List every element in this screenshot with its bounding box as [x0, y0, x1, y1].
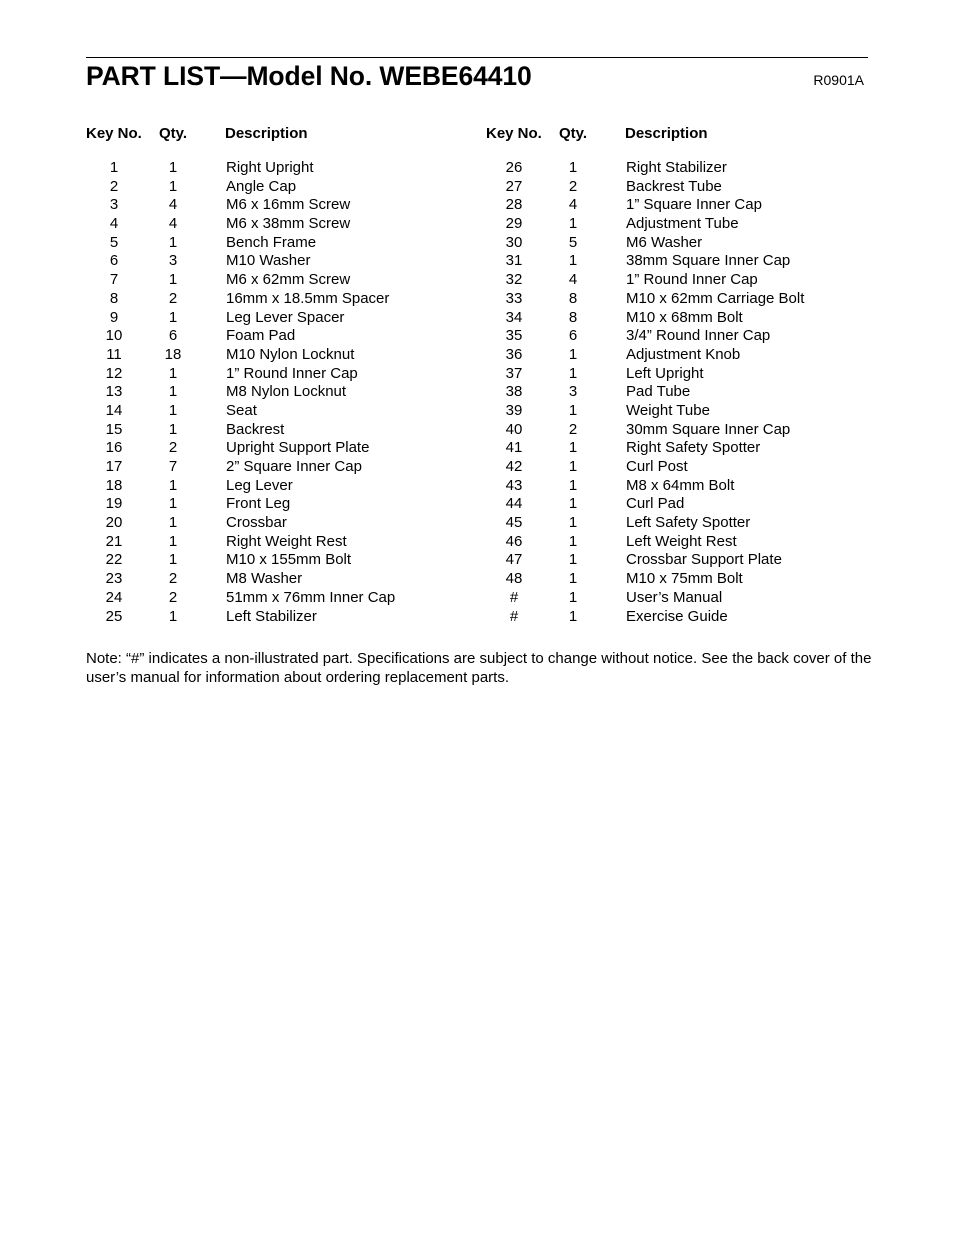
- part-key-no: 5: [109, 233, 119, 251]
- part-qty: 1: [168, 551, 178, 569]
- part-qty: 1: [568, 588, 578, 606]
- part-qty: 3: [568, 383, 578, 401]
- part-key-no: 28: [505, 196, 523, 214]
- part-description: 51mm x 76mm Inner Cap: [226, 588, 396, 606]
- part-key-no: 21: [105, 532, 123, 550]
- part-description: 1” Round Inner Cap: [226, 364, 358, 382]
- part-qty: 1: [168, 420, 178, 438]
- part-key-no: 40: [505, 420, 523, 438]
- part-description: M10 Washer: [226, 252, 311, 270]
- part-description: 1” Square Inner Cap: [626, 196, 762, 214]
- part-qty: 2: [568, 177, 578, 195]
- part-description: Seat: [226, 401, 257, 419]
- part-description: Weight Tube: [626, 401, 710, 419]
- part-description: Left Upright: [626, 364, 704, 382]
- part-qty: 1: [168, 233, 178, 251]
- part-key-no: 20: [105, 514, 123, 532]
- part-description: Crossbar Support Plate: [626, 551, 782, 569]
- part-description: 30mm Square Inner Cap: [626, 420, 791, 438]
- part-qty: 1: [568, 345, 578, 363]
- part-description: User’s Manual: [626, 588, 723, 606]
- part-qty: 1: [168, 514, 178, 532]
- part-qty: 4: [168, 196, 178, 214]
- part-key-no: 46: [505, 532, 523, 550]
- part-description: Curl Post: [626, 458, 688, 475]
- part-description: M10 x 68mm Bolt: [626, 308, 743, 326]
- part-description: Angle Cap: [226, 177, 297, 195]
- part-key-no: 3: [109, 196, 119, 214]
- part-qty: 4: [168, 215, 178, 233]
- part-key-no: 31: [505, 252, 523, 270]
- part-key-no: 14: [105, 401, 123, 419]
- footnote: Note: “#” indicates a non-illustrated part. Specifications are subject to change without notice. See the back cover of the user’s manual for information about ordering replacement parts.: [86, 650, 872, 686]
- part-key-no: 4: [109, 215, 119, 233]
- part-key-no: 8: [109, 289, 119, 307]
- header-key-no: Key No.: [486, 125, 542, 142]
- document-code: R0901A: [813, 72, 864, 88]
- part-qty: 1: [568, 252, 578, 270]
- header-key-no: Key No.: [86, 125, 142, 142]
- part-qty: 3: [168, 252, 178, 270]
- part-key-no: 22: [105, 551, 123, 569]
- part-key-no: 12: [105, 364, 123, 382]
- part-key-no: 35: [505, 327, 523, 345]
- part-description: 38mm Square Inner Cap: [626, 252, 791, 270]
- part-description: Right Safety Spotter: [626, 439, 761, 457]
- part-qty: 1: [568, 439, 578, 457]
- part-description: Front Leg: [226, 495, 291, 513]
- part-key-no: 23: [105, 570, 123, 588]
- part-key-no: 39: [505, 401, 523, 419]
- part-key-no: 25: [105, 607, 123, 625]
- part-description: Bench Frame: [226, 233, 317, 251]
- part-key-no: 17: [105, 458, 123, 475]
- part-key-no: 15: [105, 420, 123, 438]
- part-qty: 1: [168, 364, 178, 382]
- part-qty: 2: [168, 439, 178, 457]
- part-key-no: 33: [505, 289, 523, 307]
- header-qty: Qty.: [559, 125, 588, 142]
- part-key-no: 13: [105, 383, 123, 401]
- part-key-no: 18: [105, 476, 123, 494]
- part-key-no: 41: [505, 439, 523, 457]
- part-description: 2” Square Inner Cap: [226, 458, 362, 475]
- part-qty: 1: [568, 551, 578, 569]
- part-key-no: 24: [105, 588, 123, 606]
- part-qty: 18: [164, 345, 182, 363]
- part-qty: 4: [568, 271, 578, 289]
- part-key-no: 36: [505, 345, 523, 363]
- part-description: Right Upright: [226, 159, 314, 176]
- part-description: 16mm x 18.5mm Spacer: [226, 289, 390, 307]
- part-description: Pad Tube: [626, 383, 691, 401]
- part-description: Backrest Tube: [626, 177, 722, 195]
- part-qty: 1: [568, 364, 578, 382]
- part-description: Right Weight Rest: [226, 532, 347, 550]
- part-qty: 1: [168, 383, 178, 401]
- part-description: M6 Washer: [626, 233, 703, 251]
- part-qty: 6: [168, 327, 178, 345]
- part-qty: 4: [568, 196, 578, 214]
- part-description: M10 Nylon Locknut: [226, 345, 355, 363]
- part-description: M10 x 62mm Carriage Bolt: [626, 289, 805, 307]
- part-key-no: 44: [505, 495, 523, 513]
- part-description: M8 x 64mm Bolt: [626, 476, 735, 494]
- part-key-no: 45: [505, 514, 523, 532]
- part-qty: 1: [568, 159, 578, 176]
- part-key-no: 47: [505, 551, 523, 569]
- part-description: M10 x 155mm Bolt: [226, 551, 352, 569]
- part-key-no: #: [509, 607, 519, 625]
- part-qty: 5: [568, 233, 578, 251]
- part-key-no: 37: [505, 364, 523, 382]
- part-key-no: 26: [505, 159, 523, 176]
- part-qty: 2: [168, 570, 178, 588]
- part-description: M8 Washer: [226, 570, 303, 588]
- part-qty: 1: [168, 177, 178, 195]
- part-description: Leg Lever: [226, 476, 293, 494]
- part-qty: 8: [568, 308, 578, 326]
- part-qty: 1: [568, 401, 578, 419]
- part-qty: 1: [168, 607, 178, 625]
- part-qty: 1: [568, 514, 578, 532]
- part-qty: 1: [568, 570, 578, 588]
- part-description: Backrest: [226, 420, 285, 438]
- part-key-no: 30: [505, 233, 523, 251]
- page-title: PART LIST—Model No. WEBE64410: [86, 61, 532, 91]
- header-qty: Qty.: [159, 125, 188, 142]
- part-qty: 1: [568, 476, 578, 494]
- part-key-no: 29: [505, 215, 523, 233]
- top-rule: [86, 57, 868, 58]
- part-description: M10 x 75mm Bolt: [626, 570, 743, 588]
- part-qty: 2: [168, 588, 178, 606]
- part-key-no: 11: [106, 345, 122, 363]
- part-description: M8 Nylon Locknut: [226, 383, 347, 401]
- part-description: Adjustment Knob: [626, 345, 741, 363]
- part-qty: 1: [168, 476, 178, 494]
- part-key-no: #: [509, 588, 519, 606]
- part-key-no: 7: [109, 271, 119, 289]
- part-qty: 1: [568, 458, 578, 475]
- part-description: Adjustment Tube: [626, 215, 739, 233]
- part-description: 1” Round Inner Cap: [626, 271, 758, 289]
- part-description: Right Stabilizer: [626, 159, 727, 176]
- part-key-no: 48: [505, 570, 523, 588]
- part-description: Left Safety Spotter: [626, 514, 751, 532]
- part-key-no: 43: [505, 476, 523, 494]
- part-description: Foam Pad: [226, 327, 296, 345]
- part-qty: 1: [168, 271, 178, 289]
- part-qty: 1: [168, 495, 178, 513]
- part-qty: 1: [568, 215, 578, 233]
- part-description: Left Weight Rest: [626, 532, 737, 550]
- part-qty: 6: [568, 327, 578, 345]
- part-qty: 2: [568, 420, 578, 438]
- part-description: Curl Pad: [626, 495, 685, 513]
- part-description: M6 x 16mm Screw: [226, 196, 351, 214]
- part-qty: 1: [168, 532, 178, 550]
- part-description: M6 x 62mm Screw: [226, 271, 351, 289]
- part-key-no: 27: [505, 177, 523, 195]
- part-description: Crossbar: [226, 514, 287, 532]
- part-description: Exercise Guide: [626, 607, 728, 625]
- part-qty: 1: [168, 308, 178, 326]
- part-description: Leg Lever Spacer: [226, 308, 345, 326]
- part-description: M6 x 38mm Screw: [226, 215, 351, 233]
- part-key-no: 32: [505, 271, 523, 289]
- part-key-no: 10: [105, 327, 123, 345]
- part-qty: 1: [568, 607, 578, 625]
- part-key-no: 34: [505, 308, 523, 326]
- part-qty: 1: [168, 401, 178, 419]
- part-description: 3/4” Round Inner Cap: [626, 327, 771, 345]
- part-qty: 1: [568, 495, 578, 513]
- part-qty: 1: [568, 532, 578, 550]
- part-qty: 7: [168, 458, 178, 475]
- part-key-no: 16: [105, 439, 123, 457]
- part-key-no: 42: [505, 458, 523, 475]
- header-description: Description: [625, 125, 708, 142]
- part-key-no: 1: [109, 159, 119, 176]
- part-key-no: 6: [109, 252, 119, 270]
- part-key-no: 38: [505, 383, 523, 401]
- part-key-no: 19: [105, 495, 123, 513]
- part-description: Left Stabilizer: [226, 607, 317, 625]
- part-key-no: 9: [109, 308, 119, 326]
- part-key-no: 2: [109, 177, 119, 195]
- part-description: Upright Support Plate: [226, 439, 370, 457]
- part-qty: 8: [568, 289, 578, 307]
- part-qty: 2: [168, 289, 178, 307]
- part-qty: 1: [168, 159, 178, 176]
- header-description: Description: [225, 125, 308, 142]
